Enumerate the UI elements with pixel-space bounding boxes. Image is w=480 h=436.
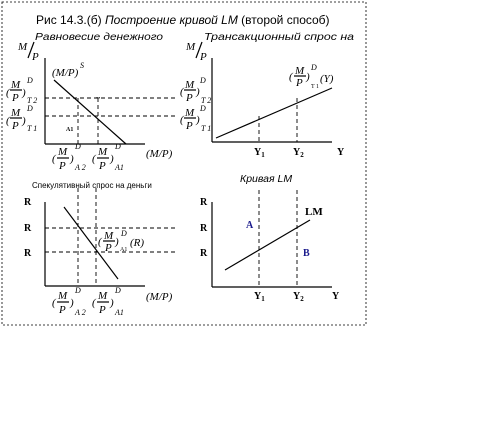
label-transaction-t1 <box>180 104 211 133</box>
label-y2-bottom: $Y_2$ <box>293 291 304 303</box>
svg-text:(: ( <box>52 297 56 309</box>
svg-text:P: P <box>12 120 19 132</box>
svg-text:M: M <box>11 79 21 91</box>
svg-text:D: D <box>27 76 33 85</box>
svg-text:): ) <box>306 71 310 83</box>
svg-text:(: ( <box>180 86 184 98</box>
svg-text:(: ( <box>6 115 10 127</box>
svg-text:D: D <box>115 142 121 151</box>
panel-title-lm-curve: Кривая LM <box>240 173 293 185</box>
svg-text:P: P <box>186 92 193 104</box>
svg-text:D: D <box>311 63 317 72</box>
label-y-axis-bottom: Y <box>332 291 340 302</box>
label-y2-top: $Y_2$ <box>293 147 304 159</box>
svg-text:M: M <box>98 146 108 158</box>
svg-text:D: D <box>75 142 81 151</box>
svg-text:M: M <box>98 290 108 302</box>
svg-text:D: D <box>200 104 206 113</box>
svg-text:T 1: T 1 <box>27 124 38 133</box>
label-s-sup-tl: S <box>80 61 84 70</box>
svg-text:): ) <box>110 153 114 165</box>
point-a-label: A <box>246 220 254 231</box>
svg-text:P: P <box>59 160 66 172</box>
svg-text:(: ( <box>289 71 293 83</box>
label-money-a1-top <box>92 142 124 172</box>
label-m-axis-tr: M <box>186 41 196 53</box>
figure-title: Рис 14.3.(б) Построение кривой LM (второй способ) <box>36 13 330 27</box>
svg-text:(: ( <box>98 236 102 248</box>
svg-text:A 2: A 2 <box>75 163 86 172</box>
svg-text:M: M <box>11 107 21 119</box>
svg-text:): ) <box>196 86 200 98</box>
svg-text:D: D <box>75 286 81 295</box>
svg-text:D: D <box>200 76 206 85</box>
label-r1-bl: R <box>24 248 32 259</box>
svg-text:M: M <box>104 230 114 242</box>
label-money-a2-bottom <box>52 286 86 317</box>
svg-text:P: P <box>296 77 303 89</box>
money-supply-demand-curve <box>54 80 126 144</box>
svg-text:D: D <box>27 104 33 113</box>
label-supply-tl: (M/P) <box>52 67 79 79</box>
panel-lm-curve <box>212 190 332 287</box>
label-r-axis-bl: R <box>24 197 32 208</box>
svg-text:(: ( <box>6 87 10 99</box>
label-transaction-t2 <box>180 76 211 105</box>
svg-text:): ) <box>22 87 26 99</box>
svg-text:(: ( <box>52 153 56 165</box>
svg-text:T 1: T 1 <box>201 124 212 133</box>
svg-text:P: P <box>12 92 19 104</box>
svg-text:): ) <box>22 115 26 127</box>
svg-text:P: P <box>59 304 66 316</box>
svg-text:(: ( <box>92 297 96 309</box>
dots-marker-tl: •• <box>96 96 101 102</box>
point-b-label: B <box>303 248 310 259</box>
svg-text:M: M <box>185 107 195 119</box>
label-money-t1 <box>6 104 37 133</box>
label-r1-br: R <box>200 248 208 259</box>
svg-text:T 2: T 2 <box>201 96 212 105</box>
svg-text:A1: A1 <box>120 247 128 253</box>
panel-title-speculative-demand: Спекулятивный спрос на деньги <box>32 181 152 190</box>
label-y1-bottom: $Y_1$ <box>254 291 265 303</box>
svg-text:(Y): (Y) <box>320 73 334 85</box>
panel-title-money-equilibrium: Равновесие денежного <box>35 31 164 43</box>
label-speculative-demand-fn <box>98 229 144 254</box>
svg-text:A1: A1 <box>115 308 124 317</box>
svg-text:P: P <box>105 242 112 254</box>
svg-text:P: P <box>99 160 106 172</box>
label-money-a1-bottom <box>92 286 124 317</box>
label-y1-top: $Y_1$ <box>254 147 265 159</box>
svg-text:T 2: T 2 <box>27 96 38 105</box>
svg-text:P: P <box>99 304 106 316</box>
svg-text:P: P <box>186 120 193 132</box>
svg-text:(: ( <box>180 114 184 126</box>
svg-text:M: M <box>58 146 68 158</box>
svg-text:M: M <box>295 65 305 77</box>
label-a1-dot-tl: A1 <box>66 127 74 133</box>
svg-text:D: D <box>115 286 121 295</box>
svg-text:A1: A1 <box>115 163 124 172</box>
svg-text:M: M <box>58 290 68 302</box>
svg-text:): ) <box>196 114 200 126</box>
svg-text:T 1: T 1 <box>311 84 320 90</box>
svg-text:A 2: A 2 <box>75 308 86 317</box>
svg-text:(: ( <box>92 153 96 165</box>
svg-text:): ) <box>110 297 114 309</box>
label-r-axis-br: R <box>200 197 208 208</box>
panel-title-transaction-demand: Трансакционный спрос на <box>204 31 355 43</box>
svg-text:): ) <box>70 297 74 309</box>
figure-border <box>2 2 366 325</box>
svg-text:): ) <box>115 236 119 248</box>
label-m-axis-tl: M <box>18 41 28 53</box>
label-r2-bl: R <box>24 223 32 234</box>
label-m-p-xaxis-tl: (M/P) <box>146 148 173 160</box>
label-r2-br: R <box>200 223 208 234</box>
svg-text:M: M <box>185 79 195 91</box>
svg-text:): ) <box>70 153 74 165</box>
svg-text:(R): (R) <box>130 237 145 249</box>
label-m-p-xaxis-bl: (M/P) <box>146 291 173 303</box>
label-money-a2-top <box>52 142 86 172</box>
label-money-t2 <box>6 76 37 105</box>
transaction-demand-line <box>216 88 332 138</box>
label-p-axis-tr: P <box>200 51 207 63</box>
label-p-axis-tl: P <box>32 51 39 63</box>
svg-text:D: D <box>121 229 127 238</box>
label-transaction-demand-fn <box>289 63 334 90</box>
label-lm: LM <box>305 206 323 218</box>
label-y-axis-top: Y <box>337 147 345 158</box>
